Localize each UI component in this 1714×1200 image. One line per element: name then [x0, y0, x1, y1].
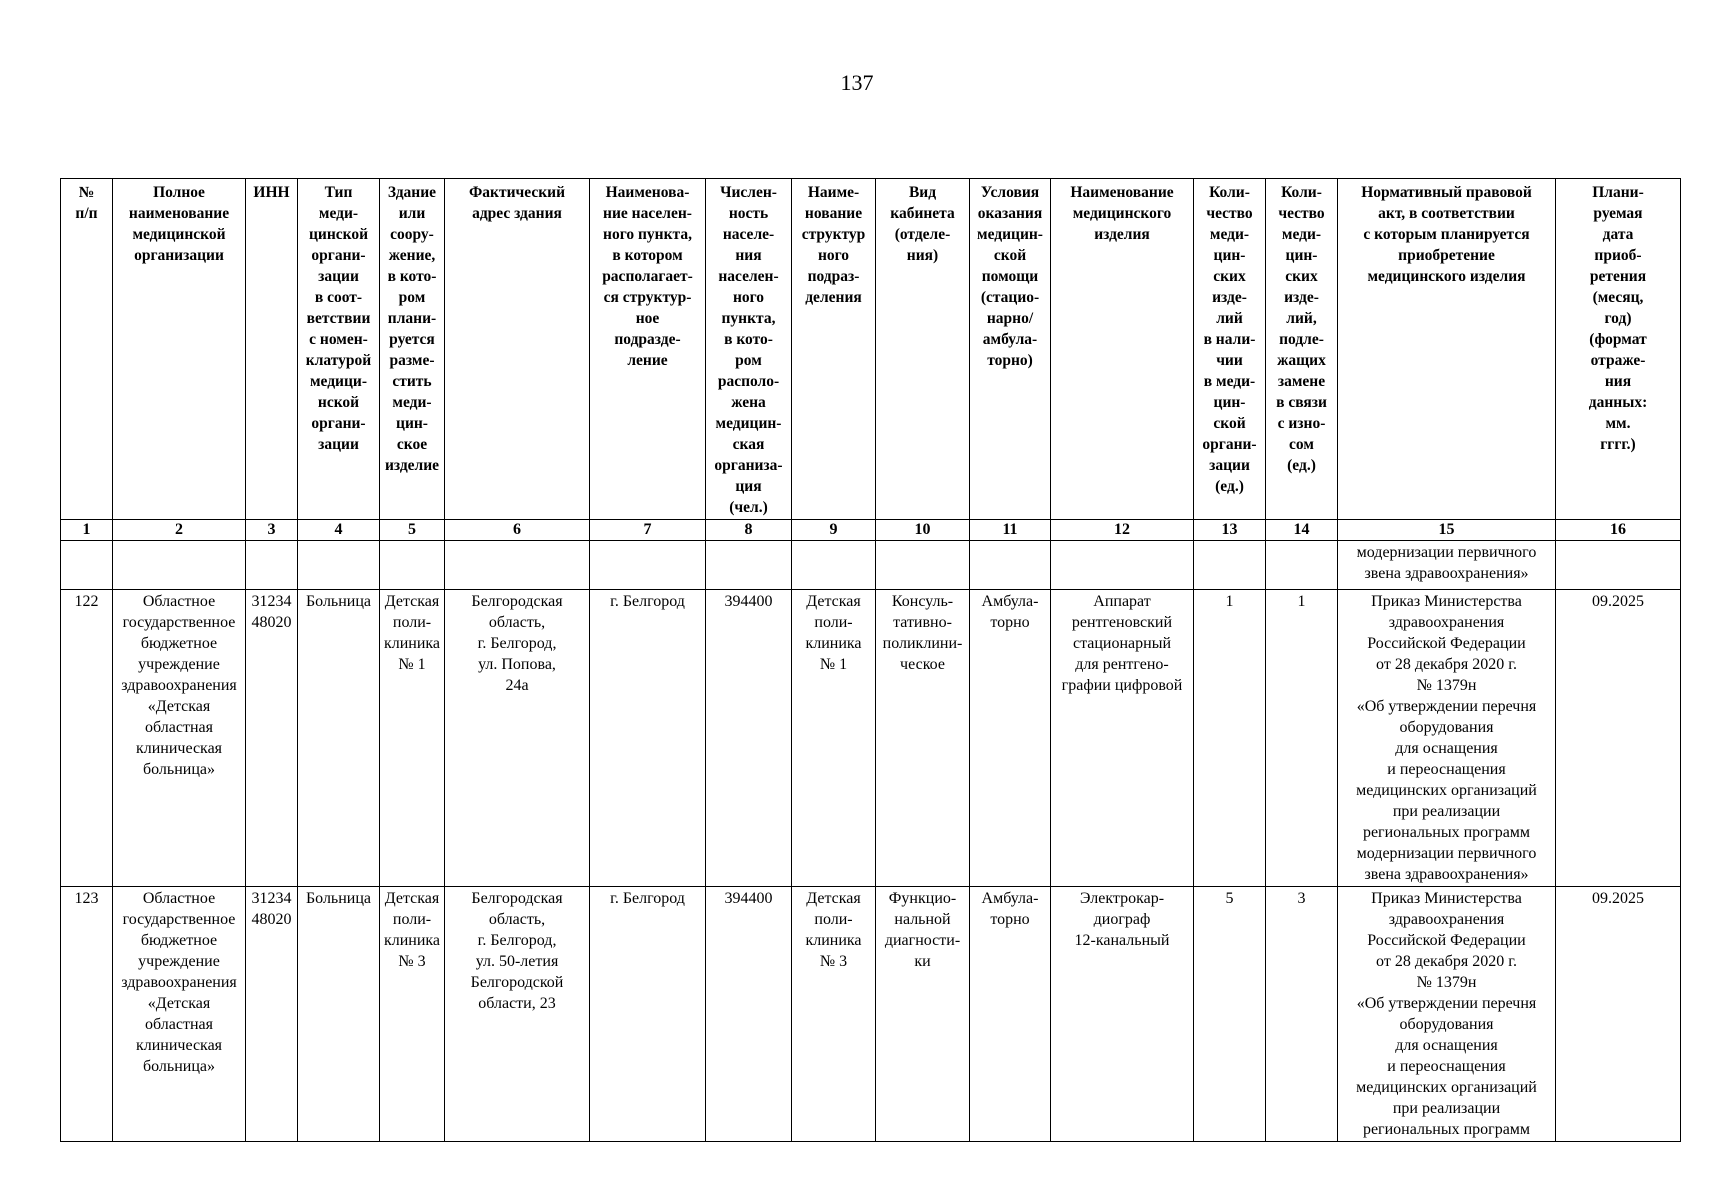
page-number: 137: [840, 70, 874, 95]
table-cell: [970, 541, 1051, 590]
table-cell: [113, 541, 246, 590]
column-number: 6: [445, 520, 590, 541]
column-number: 2: [113, 520, 246, 541]
population: 394400: [706, 590, 792, 887]
building: Детская поли- клиника № 3: [380, 887, 445, 1142]
table-row: [61, 590, 1681, 887]
table-row: [61, 887, 1681, 1142]
care-conditions: Амбула- торно: [970, 590, 1051, 887]
column-number: 3: [246, 520, 298, 541]
header-cell: Плани- руемая дата приоб- ретения (месяц, год) (формат отраже- ния данных: мм. гггг.): [1556, 179, 1681, 520]
column-number: 1: [61, 520, 113, 541]
inn: 31234 48020: [246, 590, 298, 887]
header-cell: Числен- ность населе- ния населен- ного пункта, в кото- ром располо- жена медицин- ская организа- ция (чел.): [706, 179, 792, 520]
device-name: Аппарат рентгеновский стационарный для рентгено- графии цифровой: [1051, 590, 1194, 887]
column-number: 13: [1194, 520, 1266, 541]
header-cell: Тип меди- цинской органи- зации в соот- ветствии с номен- клатурой медици- нской органи- зации: [298, 179, 380, 520]
header-row: [61, 179, 1681, 520]
cabinet-type: Функцио- нальной диагности- ки: [876, 887, 970, 1142]
header-cell: Вид кабинета (отделе- ния): [876, 179, 970, 520]
structural-unit: Детская поли- клиника № 1: [792, 590, 876, 887]
header-cell: Полное наименование медицинской организации: [113, 179, 246, 520]
device-name: Электрокар- диограф 12-канальный: [1051, 887, 1194, 1142]
organization-type: Больница: [298, 887, 380, 1142]
header-cell: Фактический адрес здания: [445, 179, 590, 520]
table-cell: [445, 541, 590, 590]
building: Детская поли- клиника № 1: [380, 590, 445, 887]
organization-type: Больница: [298, 590, 380, 887]
header-cell: Наиме- нование структур ного подраз- деления: [792, 179, 876, 520]
header-cell: № п/п: [61, 179, 113, 520]
population: 394400: [706, 887, 792, 1142]
qty-available: 5: [1194, 887, 1266, 1142]
legal-act: Приказ Министерства здравоохранения Российской Федерации от 28 декабря 2020 г. № 1379н «Об утверждении перечня оборудования для оснащения и переоснащения медицинских организаций при реализации региональных программ модернизации первичного звена здравоохранения»: [1338, 590, 1556, 887]
locality: г. Белгород: [590, 887, 706, 1142]
table-cell: [1556, 541, 1681, 590]
header-cell: ИНН: [246, 179, 298, 520]
purchase-date: 09.2025: [1556, 590, 1681, 887]
column-number: 5: [380, 520, 445, 541]
column-number: 16: [1556, 520, 1681, 541]
locality: г. Белгород: [590, 590, 706, 887]
continuation-row: [61, 541, 1681, 590]
column-number-row: [61, 520, 1681, 541]
medical-equipment-table: [60, 178, 1681, 1142]
row-number: 123: [61, 887, 113, 1142]
organization-name: Областное государственное бюджетное учреждение здравоохранения «Детская областная клиническая больница»: [113, 887, 246, 1142]
cabinet-type: Консуль- тативно- поликлини- ческое: [876, 590, 970, 887]
legal-act-continuation: модернизации первичного звена здравоохранения»: [1338, 541, 1556, 590]
care-conditions: Амбула- торно: [970, 887, 1051, 1142]
column-number: 8: [706, 520, 792, 541]
organization-name: Областное государственное бюджетное учреждение здравоохранения «Детская областная клиническая больница»: [113, 590, 246, 887]
qty-replace: 1: [1266, 590, 1338, 887]
table-cell: [246, 541, 298, 590]
column-number: 4: [298, 520, 380, 541]
header-cell: Коли- чество меди- цин- ских изде- лий, подле- жащих замене в связи с изно- сом (ед.): [1266, 179, 1338, 520]
header-cell: Нормативный правовой акт, в соответствии с которым планируется приобретение медицинского изделия: [1338, 179, 1556, 520]
structural-unit: Детская поли- клиника № 3: [792, 887, 876, 1142]
address: Белгородская область, г. Белгород, ул. 50-летия Белгородской области, 23: [445, 887, 590, 1142]
table-cell: [298, 541, 380, 590]
header-cell: Наименование медицинского изделия: [1051, 179, 1194, 520]
column-number: 12: [1051, 520, 1194, 541]
column-number: 7: [590, 520, 706, 541]
table-cell: [1051, 541, 1194, 590]
table-cell: [61, 541, 113, 590]
header-cell: Коли- чество меди- цин- ских изде- лий в нали- чии в меди- цин- ской органи- зации (ед.): [1194, 179, 1266, 520]
table-cell: [1194, 541, 1266, 590]
column-number: 15: [1338, 520, 1556, 541]
column-number: 9: [792, 520, 876, 541]
header-cell: Условия оказания медицин- ской помощи (стацио- нарно/ амбула- торно): [970, 179, 1051, 520]
qty-replace: 3: [1266, 887, 1338, 1142]
table-cell: [590, 541, 706, 590]
column-number: 14: [1266, 520, 1338, 541]
qty-available: 1: [1194, 590, 1266, 887]
column-number: 10: [876, 520, 970, 541]
legal-act: Приказ Министерства здравоохранения Российской Федерации от 28 декабря 2020 г. № 1379н «Об утверждении перечня оборудования для оснащения и переоснащения медицинских организаций при реализации региональных программ: [1338, 887, 1556, 1142]
inn: 31234 48020: [246, 887, 298, 1142]
row-number: 122: [61, 590, 113, 887]
header-cell: Наименова- ние населен- ного пункта, в котором располагает- ся структур- ное подразде- ление: [590, 179, 706, 520]
table-cell: [792, 541, 876, 590]
table-cell: [1266, 541, 1338, 590]
column-number: 11: [970, 520, 1051, 541]
address: Белгородская область, г. Белгород, ул. Попова, 24а: [445, 590, 590, 887]
table-cell: [876, 541, 970, 590]
table-cell: [380, 541, 445, 590]
table-cell: [706, 541, 792, 590]
purchase-date: 09.2025: [1556, 887, 1681, 1142]
header-cell: Здание или соору- жение, в кото- ром плани- руется разме- стить меди- цин- ское изделие: [380, 179, 445, 520]
